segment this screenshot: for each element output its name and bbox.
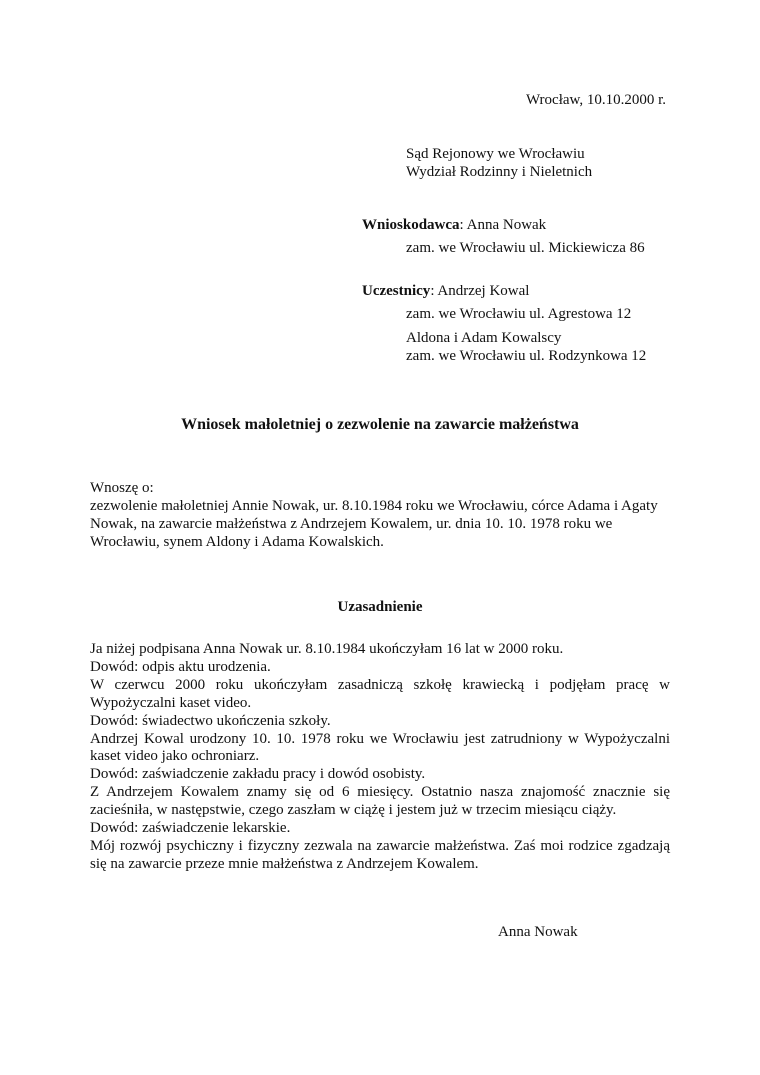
participant-name-1: : Andrzej Kowal <box>430 283 530 299</box>
participant-address-2: zam. we Wrocławiu ul. Rodzynkowa 12 <box>406 348 647 364</box>
justification-heading: Uzasadnienie <box>337 599 423 615</box>
justification-paragraph: Andrzej Kowal urodzony 10. 10. 1978 roku we Wrocławiu jest zatrudniony w Wypożyczalni kaset video jako ochroniarz. <box>90 730 670 765</box>
court-name: Sąd Rejonowy we Wrocławiu <box>406 146 585 162</box>
participants-label: Uczestnicy <box>362 283 431 299</box>
evidence-line: Dowód: zaświadczenie lekarskie. <box>90 820 291 837</box>
request-text: zezwolenie małoletniej Annie Nowak, ur. 8.10.1984 roku we Wrocławiu, córce Adama i Agaty Nowak, na zawarcie małżeństwa z Andrzejem Kowalem, ur. dnia 10. 10. 1978 roku we Wrocławiu, synem Aldony i Adama Kowalskich. <box>90 498 658 550</box>
applicant-line <box>362 216 546 234</box>
applicant-address: zam. we Wrocławiu ul. Mickiewicza 86 <box>406 240 645 256</box>
applicant-label: Wnioskodawca <box>362 217 460 233</box>
request-section <box>90 479 670 551</box>
evidence-line: Dowód: zaświadczenie zakładu pracy i dowód osobisty. <box>90 766 426 783</box>
justification-paragraph: Mój rozwój psychiczny i fizyczny zezwala na zawarcie małżeństwa. Zaś moi rodzice zgadzają się na zawarcie przeze mnie małżeństwa z Andrzejem Kowalem. <box>90 837 670 872</box>
justification-body <box>90 641 670 874</box>
request-intro: Wnoszę o: <box>90 480 154 496</box>
document-title: Wniosek małoletniej o zezwolenie na zawarcie małżeństwa <box>181 416 579 433</box>
place-date: Wrocław, 10.10.2000 r. <box>526 92 667 108</box>
justification-paragraph: W czerwcu 2000 roku ukończyłam zasadniczą szkołę krawiecką i podjęłam pracę w Wypożyczalni kaset video. <box>90 676 670 711</box>
evidence-line: Dowód: odpis aktu urodzenia. <box>90 658 271 675</box>
court-division: Wydział Rodzinny i Nieletnich <box>406 164 593 180</box>
participant-line <box>362 282 529 300</box>
participant-address-1: zam. we Wrocławiu ul. Agrestowa 12 <box>406 306 632 322</box>
justification-paragraph: Ja niżej podpisana Anna Nowak ur. 8.10.1984 ukończyłam 16 lat w 2000 roku. <box>90 641 564 657</box>
participant-name-2: Aldona i Adam Kowalscy <box>406 330 562 346</box>
justification-paragraph: Z Andrzejem Kowalem znamy się od 6 miesięcy. Ostatnio nasza znajomość znacznie się zacieśniła, w następstwie, czego zaszłam w ciążę i jestem już w trzecim miesiącu ciąży. <box>90 784 670 819</box>
applicant-name: : Anna Nowak <box>459 217 547 233</box>
signature: Anna Nowak <box>498 924 578 940</box>
evidence-line: Dowód: świadectwo ukończenia szkoły. <box>90 712 331 729</box>
